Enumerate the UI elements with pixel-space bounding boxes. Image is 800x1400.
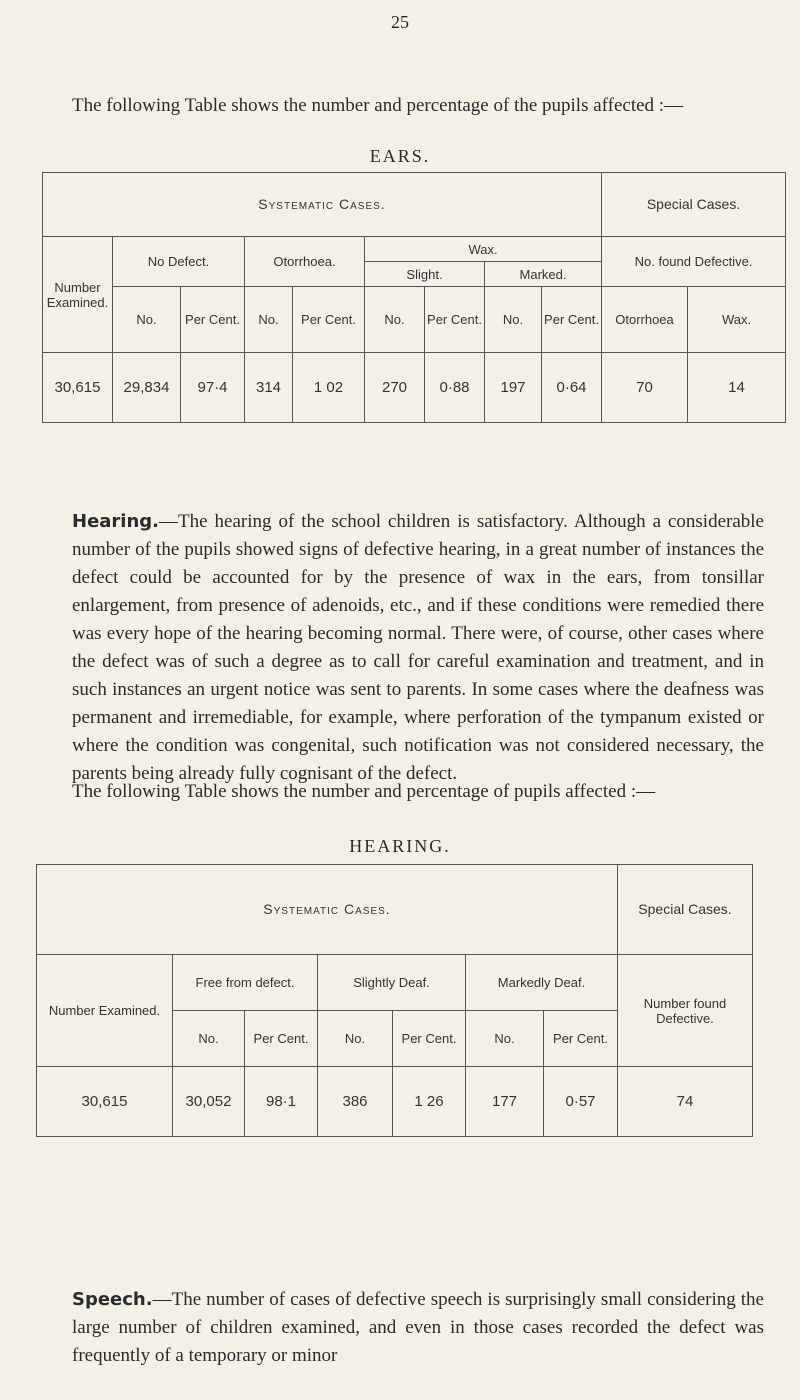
hearing-per-cent-header: Per Cent. <box>245 1011 318 1067</box>
ears-marked-header: Marked. <box>485 262 602 287</box>
ears-cell-marked-pct: 0·64 <box>542 353 602 423</box>
hearing-per-cent-header: Per Cent. <box>544 1011 618 1067</box>
hearing-number-examined-header: Number Examined. <box>37 955 173 1067</box>
ears-per-cent-header: Per Cent. <box>181 287 245 353</box>
hearing-free-from-defect-header: Free from defect. <box>173 955 318 1011</box>
hearing-paragraph <box>72 508 764 788</box>
ears-cell-otorrhoea-pct: 1 02 <box>293 353 365 423</box>
ears-intro-text: The following Table shows the number and percentage of the pupils affected :— <box>72 95 684 116</box>
ears-per-cent-header: Per Cent. <box>293 287 365 353</box>
ears-table <box>42 172 786 423</box>
ears-no-header: No. <box>113 287 181 353</box>
hearing-cell-markedly-no: 177 <box>466 1067 544 1137</box>
hearing-cell-number-found-defective: 74 <box>618 1067 753 1137</box>
hearing-cell-free-no: 30,052 <box>173 1067 245 1137</box>
ears-no-defect-header: No Defect. <box>113 237 245 287</box>
hearing-special-header: Special Cases. <box>618 865 753 955</box>
ears-cell-slight-pct: 0·88 <box>425 353 485 423</box>
ears-no-found-defective-header: No. found Defective. <box>602 237 786 287</box>
ears-no-header: No. <box>245 287 293 353</box>
ears-cell-marked-no: 197 <box>485 353 542 423</box>
ears-otorrhoea-header: Otorrhoea. <box>245 237 365 287</box>
hearing-paragraph-body: —The hearing of the school children is satisfactory. Although a considerable number of the pupils showed signs of defective hearing, in a great number of instances the defect could be accounted for by the presence of wax in the ears, from tonsillar enlargement, from presence of adenoids, etc., and if these conditions were remedied there was every hope of the hearing becoming normal. There were, of course, other cases where the defect was of such a degree as to call for careful examination and treatment, and in such instances an urgent notice was sent to parents. In some cases where the deafness was permanent and irremediable, for example, where perforation of the tympanum existed or where the condition was congenital, such notification was not considered necessary, the parents being already fully cognisant of the defect. <box>72 511 764 784</box>
ears-special-otorrhoea-header: Otorrhoea <box>602 287 688 353</box>
ears-caption: EARS. <box>369 146 431 166</box>
hearing-systematic-header: Systematic Cases. <box>37 865 618 955</box>
ears-cell-number-examined: 30,615 <box>43 353 113 423</box>
hearing-no-header: No. <box>466 1011 544 1067</box>
hearing-intro-text: The following Table shows the number and percentage of pupils affected :— <box>72 781 656 802</box>
speech-paragraph <box>72 1286 764 1370</box>
hearing-cell-slightly-no: 386 <box>318 1067 393 1137</box>
hearing-table <box>36 864 753 1137</box>
hearing-no-header: No. <box>173 1011 245 1067</box>
ears-cell-no-defect-pct: 97·4 <box>181 353 245 423</box>
ears-cell-otorrhoea-no: 314 <box>245 353 293 423</box>
hearing-cell-slightly-pct: 1 26 <box>393 1067 466 1137</box>
speech-paragraph-body: —The number of cases of defective speech is surprisingly small considering the large number of children examined, and even in those cases recorded the defect was frequently of a temporary or minor <box>72 1289 764 1366</box>
hearing-markedly-deaf-header: Markedly Deaf. <box>466 955 618 1011</box>
ears-wax-header: Wax. <box>365 237 602 262</box>
ears-cell-special-wax: 14 <box>688 353 786 423</box>
ears-cell-special-otorrhoea: 70 <box>602 353 688 423</box>
hearing-paragraph-lead: Hearing. <box>72 511 160 532</box>
ears-no-header: No. <box>365 287 425 353</box>
ears-per-cent-header: Per Cent. <box>425 287 485 353</box>
ears-no-header: No. <box>485 287 542 353</box>
hearing-per-cent-header: Per Cent. <box>393 1011 466 1067</box>
ears-systematic-header: Systematic Cases. <box>43 173 602 237</box>
ears-per-cent-header: Per Cent. <box>542 287 602 353</box>
ears-special-wax-header: Wax. <box>688 287 786 353</box>
hearing-cell-free-pct: 98·1 <box>245 1067 318 1137</box>
hearing-no-header: No. <box>318 1011 393 1067</box>
ears-cell-slight-no: 270 <box>365 353 425 423</box>
ears-slight-header: Slight. <box>365 262 485 287</box>
ears-number-examined-header: Number Examined. <box>43 237 113 353</box>
hearing-slightly-deaf-header: Slightly Deaf. <box>318 955 466 1011</box>
hearing-caption: HEARING. <box>349 836 451 856</box>
ears-special-header: Special Cases. <box>602 173 786 237</box>
speech-paragraph-lead: Speech. <box>72 1289 153 1310</box>
hearing-cell-markedly-pct: 0·57 <box>544 1067 618 1137</box>
hearing-cell-number-examined: 30,615 <box>37 1067 173 1137</box>
ears-cell-no-defect-no: 29,834 <box>113 353 181 423</box>
hearing-number-found-defective-header: Number found Defective. <box>618 955 753 1067</box>
page-number: 25 <box>391 12 409 32</box>
